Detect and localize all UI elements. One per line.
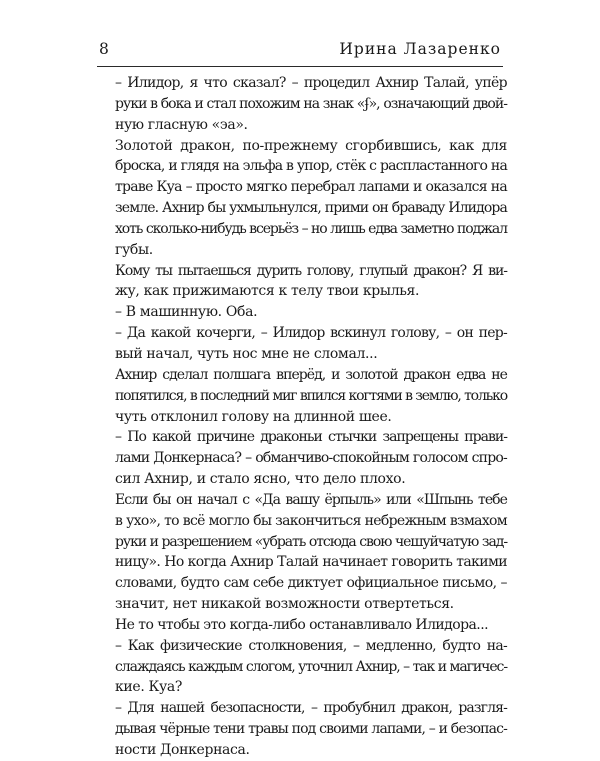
text-line: – Для нашей безопасности, – пробубнил дракон, разгля- xyxy=(115,700,507,717)
text-line: значит, нет никакой возможности отвертеться. xyxy=(115,596,454,613)
text-line: сил Ахнир, и стало ясно, что дело плохо. xyxy=(115,471,406,488)
paragraph xyxy=(97,323,507,365)
text-line: – Илидор, я что сказал? – процедил Ахнир Талай, упёр xyxy=(115,75,507,91)
paragraph xyxy=(97,136,507,261)
paragraph xyxy=(97,615,507,636)
text-line: словами, будто сам себе диктует официальное письмо, – xyxy=(115,575,507,592)
text-line: кие. Куа? xyxy=(115,679,183,696)
text-line: руки и разрешением «убрать отсюда свою чешуйчатую зад- xyxy=(115,533,507,550)
paragraph xyxy=(97,636,507,699)
text-line: Если бы он начал с «Да вашу ёрпыль» или «Шпынь тебе xyxy=(115,491,507,508)
text-line: дывая чёрные тени травы под своими лапами, – и безопас- xyxy=(115,721,507,738)
text-line: вый начал, чуть нос мне не сломал... xyxy=(115,345,378,362)
author-name: Ирина Лазаренко xyxy=(339,40,501,58)
paragraph xyxy=(97,490,507,615)
header-rule xyxy=(97,66,503,67)
running-header xyxy=(97,40,503,66)
text-line: чуть отклонил голову на длинной шее. xyxy=(115,408,392,425)
text-line: ницу». Но когда Ахнир Талай начинает говорить такими xyxy=(115,554,507,571)
paragraph xyxy=(97,302,507,323)
paragraph xyxy=(97,261,507,303)
text-line: – В машинную. Оба. xyxy=(115,304,258,321)
text-line: Золотой дракон, по-прежнему сгорбившись, как для xyxy=(115,137,507,154)
text-line: траве Куа – просто мягко перебрал лапами и оказался на xyxy=(115,179,507,196)
text-line: ности Донкернаса. xyxy=(115,742,250,758)
text-line: – Да какой кочерги, – Илидор вскинул голову, – он пер- xyxy=(115,325,507,342)
text-line: жу, как прижимаются к телу твои крылья. xyxy=(115,283,420,300)
text-line: – Как физические столкновения, – медленно, будто на- xyxy=(115,637,507,654)
page-number: 8 xyxy=(99,40,110,58)
paragraph xyxy=(97,73,507,136)
text-line: слаждаясь каждым слогом, уточнил Ахнир, – так и магичес- xyxy=(115,658,507,675)
text-line: хоть сколько-нибудь всерьёз – но лишь едва заметно поджал xyxy=(115,220,507,237)
text-line: губы. xyxy=(115,241,153,258)
text-line: – По какой причине драконьи стычки запрещены прави- xyxy=(115,429,507,446)
text-line: Кому ты пытаешься дурить голову, глупый дракон? Я ви- xyxy=(115,262,507,279)
text-line: земле. Ахнир бы ухмыльнулся, прими он браваду Илидора xyxy=(115,200,507,217)
text-line: Не то чтобы это когда-либо останавливало Илидора... xyxy=(115,616,488,633)
paragraph xyxy=(97,698,507,761)
paragraph xyxy=(97,427,507,490)
text-line: в ухо», то всё могло бы закончиться небрежным взмахом xyxy=(115,512,507,529)
text-line: лами Донкернаса? – обманчиво-спокойным голосом спро- xyxy=(115,450,507,467)
body-text xyxy=(97,73,507,761)
text-line: ную гласную «эа». xyxy=(115,116,248,133)
text-line: броска, и глядя на эльфа в упор, стёк с распластанного на xyxy=(115,158,507,175)
text-line: Ахнир сделал полшага вперёд, и золотой дракон едва не xyxy=(115,366,507,383)
text-line: руки в бока и стал похожим на знак «ʄ», означающий двой- xyxy=(115,95,507,112)
text-line: попятился, в последний миг впился когтями в землю, только xyxy=(115,387,507,404)
paragraph xyxy=(97,365,507,428)
